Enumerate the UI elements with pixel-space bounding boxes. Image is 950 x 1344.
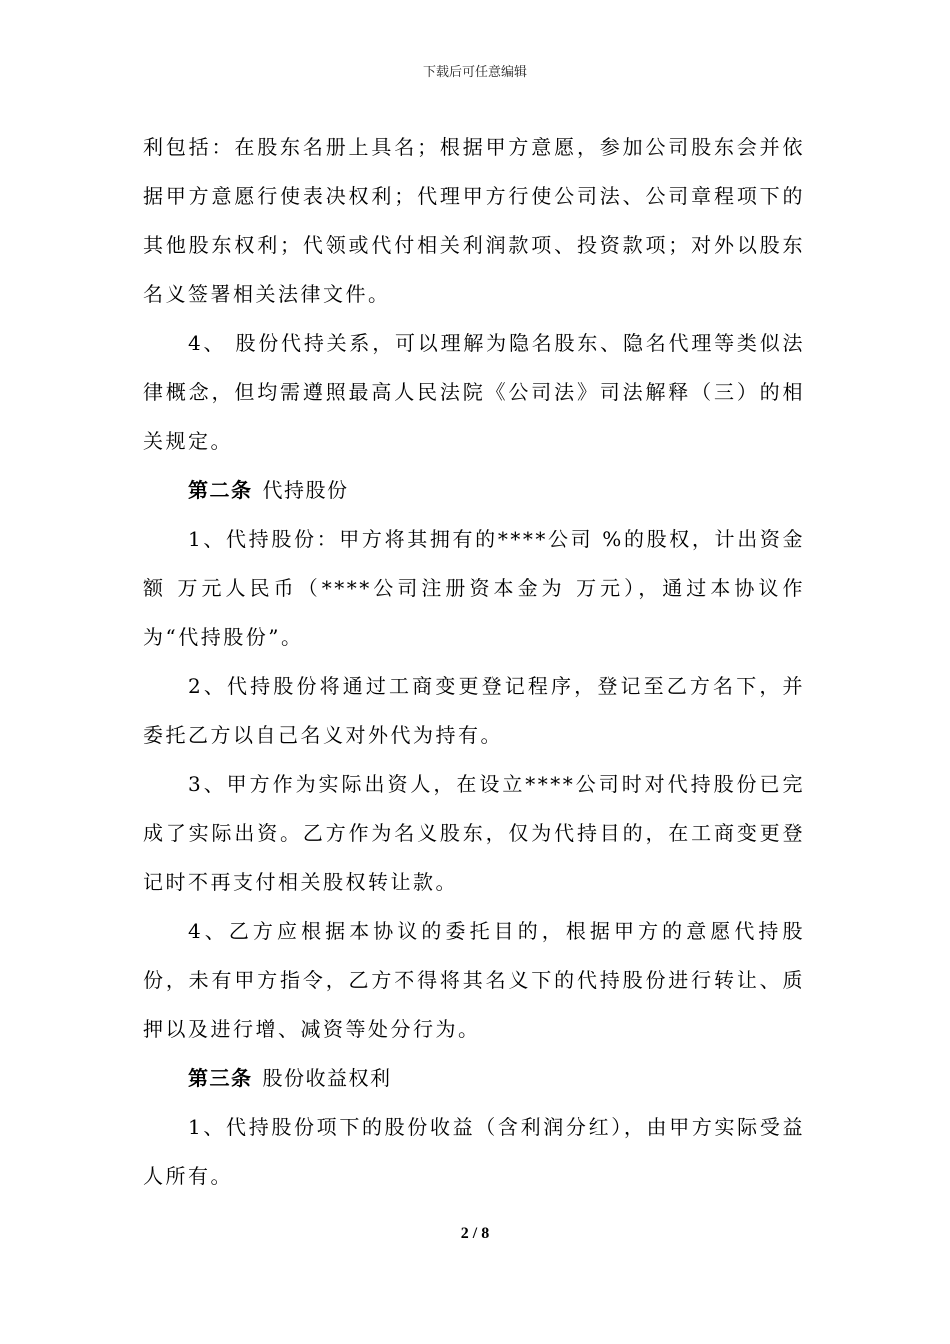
article-3-paragraph-1: 1、代持股份项下的股份收益（含利润分红），由甲方实际受益人所有。 <box>143 1115 805 1188</box>
article-3-title: 股份收益权利 <box>262 1066 392 1090</box>
article-2-paragraph-2: 2、代持股份将通过工商变更登记程序，登记至乙方名下，并委托乙方以自己名义对外代为持有。 <box>143 674 805 747</box>
article-2-label: 第二条 <box>188 478 253 502</box>
article-3-heading <box>143 1054 805 1103</box>
page-header: 下载后可任意编辑 <box>422 65 527 80</box>
article-2-paragraph-3: 3、甲方作为实际出资人，在设立****公司时对代持股份已完成了实际出资。乙方作为名义股东，仅为代持目的，在工商变更登记时不再支付相关股权转让款。 <box>143 772 805 894</box>
article-2-heading <box>143 466 805 515</box>
paragraph-item-4: 4、 股份代持关系，可以理解为隐名股东、隐名代理等类似法律概念，但均需遵照最高人民法院《公司法》司法解释（三）的相关规定。 <box>143 331 805 453</box>
document-body <box>143 123 805 1201</box>
article-3-label: 第三条 <box>188 1066 253 1090</box>
page-number: 2 / 8 <box>460 1225 490 1242</box>
article-2-paragraph-4: 4、乙方应根据本协议的委托目的，根据甲方的意愿代持股份，未有甲方指令，乙方不得将其名义下的代持股份进行转让、质押以及进行增、减资等处分行为。 <box>143 919 805 1041</box>
article-2-title: 代持股份 <box>262 478 349 502</box>
article-2-paragraph-1: 1、代持股份：甲方将其拥有的****公司 %的股权，计出资金额 万元人民币（****公司注册资本金为 万元），通过本协议作为“代持股份”。 <box>143 527 805 649</box>
paragraph-continued: 利包括：在股东名册上具名；根据甲方意愿，参加公司股东会并依据甲方意愿行使表决权利；代理甲方行使公司法、公司章程项下的其他股东权利；代领或代付相关利润款项、投资款项；对外以股东名义签署相关法律文件。 <box>143 135 805 306</box>
